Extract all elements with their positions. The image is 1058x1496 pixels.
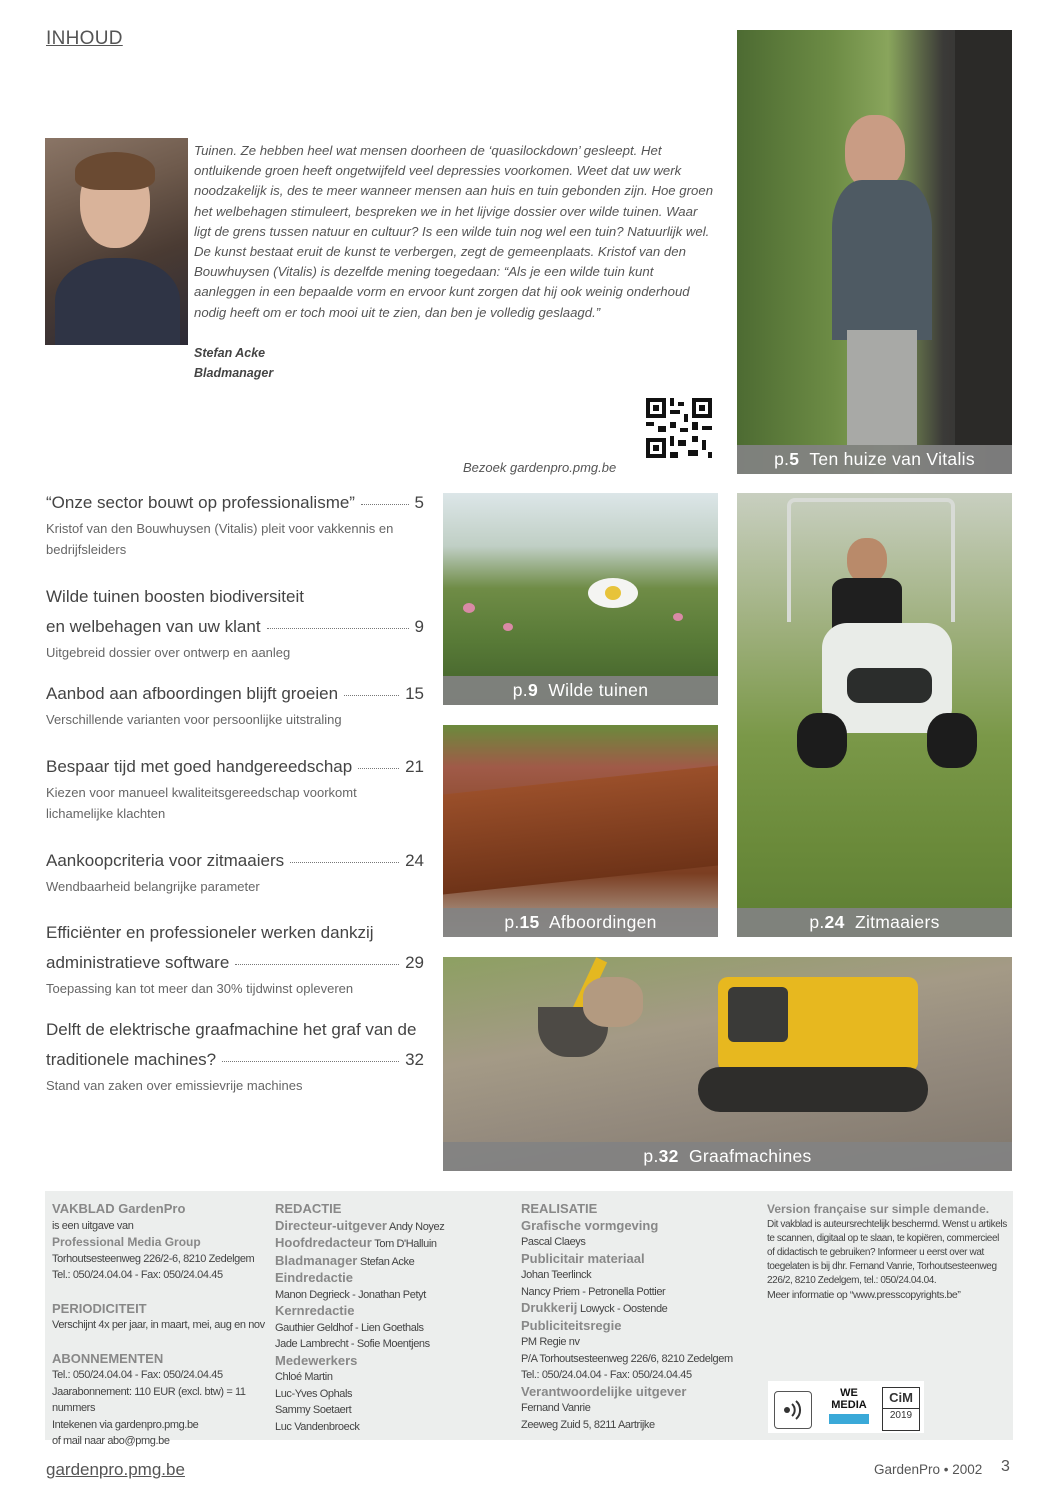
feature-caption: p.32 Graafmachines (443, 1142, 1012, 1171)
toc-subtitle: Kristof van den Bouwhuysen (Vitalis) pleit voor vakkennis en bedrijfsleiders (46, 521, 394, 557)
author-name: Stefan Acke (194, 346, 266, 360)
toc-subtitle: Kiezen voor manueel kwaliteitsgereedschap voorkomt lichamelijke klachten (46, 785, 357, 821)
feature-zitmaaiers[interactable] (737, 493, 1012, 937)
colophon-copyright: Version française sur simple demande. Dit vakblad is auteursrechtelijk beschermd. Wenst u artikels te scannen, digitaal op te slaan, te kopiëren, commercieel of didactisch te gebruiken? Informeer u eerst over wat toegelaten is bij dhr. Fernand Vanrie, Torhoutsesteenweg 226/2, 8210 Zedelgem, tel.: 050/24.04.04. Meer informatie op “www.presscopyrights.be” (767, 1202, 1007, 1301)
toc-subtitle: Stand van zaken over emissievrije machines (46, 1078, 303, 1093)
toc-entry[interactable]: Aanbod aan afboordingen blijft groeien 15 Verschillende varianten voor persoonlijke uitstraling (46, 679, 424, 730)
toc-subtitle: Toepassing kan tot meer dan 30% tijdwinst opleveren (46, 981, 354, 996)
author-portrait (45, 138, 188, 345)
toc-entry[interactable]: Efficiënter en professioneler werken dankzij administratieve software 29 Toepassing kan tot meer dan 30% tijdwinst opleveren (46, 918, 424, 999)
qr-code[interactable] (640, 392, 720, 464)
website-link[interactable]: gardenpro.pmg.be (46, 1460, 185, 1479)
editorial-signature (194, 343, 273, 383)
toc-page: 32 (405, 1050, 424, 1069)
sound-icon (775, 1392, 811, 1428)
logo-strip (768, 1381, 924, 1433)
feature-caption: p.15 Afboordingen (443, 908, 718, 937)
toc-page: 21 (405, 757, 424, 776)
editorial-text: Tuinen. Ze hebben heel wat mensen doorheen de ‘quasilockdown’ gesleept. Het ontluikende groen heeft ongetwijfeld veel depressies voorkomen. Weet dat uw werk noodzakelijk is, des te meer wanneer mensen aan huis en tuin gebonden zijn. Hoe groen het welbehagen stimuleert, bespreken we in het lijvige dossier over wilde tuinen. Waar ligt de grens tussen natuur en cultuur? Is een wilde tuin nog wel een tuin? Natuurlijk wel. De kunst bestaat eruit de kunst te verbergen, zegt de gemeenplaats. Kristof van den Bouwhuysen (Vitalis) is dezelfde mening toegedaan: “Als je een wilde tuin kunt aanleggen in een bepaalde vorm en ervoor kunt zorgen dat hij ook weinig onderhoud nodig heeft om er toch mooi uit te zien, dan ben je volledig geslaagd.” (194, 143, 714, 320)
page-number: 3 (1001, 1458, 1010, 1475)
colophon-redactie: REDACTIE Directeur-uitgever Andy Noyez Hoofdredacteur Tom D'Halluin Bladmanager Stefan Acke Eindredactie Manon Degrieck - Jonathan Petyt Kernredactie Gauthier Geldhof - Lien Goethals Jade Lambrecht - Sofie Moentjens Medewerkers Chloé Martin Luc-Yves Ophals Sammy Soetaert Luc Vandenbroeck (275, 1201, 445, 1433)
colophon-publisher: VAKBLAD GardenPro is een uitgave van Professional Media Group Torhoutsesteenweg 226/2-6, 8210 Zedelgem Tel.: 050/24.04.04 - Fax: 050/24.04.45 PERIODICITEIT Verschijnt 4x per jaar, in maart, mei, aug en nov ABONNEMENTEN Tel.: 050/24.04.04 - Fax: 050/24.04.45 Jaarabonnement: 110 EUR (excl. btw) = 11 nummers Intekenen via gardenpro.pmg.be of mail naar abo@pmg.be (52, 1201, 265, 1447)
wemedia-logo: WE MEDIA (824, 1387, 874, 1431)
feature-afboordingen[interactable] (443, 725, 718, 937)
feature-graafmachines[interactable] (443, 957, 1012, 1171)
feature-vitalis[interactable] (737, 30, 1012, 474)
qr-caption: Bezoek gardenpro.pmg.be (463, 460, 617, 475)
author-role: Bladmanager (194, 366, 274, 380)
feature-wilde-tuinen[interactable] (443, 493, 718, 705)
feature-caption: p.24 Zitmaaiers (737, 908, 1012, 937)
feature-caption: p.9 Wilde tuinen (443, 676, 718, 705)
toc-entry[interactable]: “Onze sector bouwt op professionalisme” 5 Kristof van den Bouwhuysen (Vitalis) pleit voor vakkennis en bedrijfsleiders (46, 488, 424, 560)
toc-subtitle: Verschillende varianten voor persoonlijke uitstraling (46, 712, 342, 727)
feature-caption: p.5 Ten huize van Vitalis (737, 445, 1012, 474)
toc-page: 9 (414, 617, 424, 636)
magazine-issue: GardenPro • 2002 (874, 1462, 983, 1477)
toc-entry[interactable]: Wilde tuinen boosten biodiversiteit en welbehagen van uw klant 9 Uitgebreid dossier over ontwerp en aanleg (46, 582, 424, 663)
colophon-realisatie: REALISATIE Grafische vormgeving Pascal Claeys Publicitair materiaal Johan Teerlinck Nancy Priem - Petronella Pottier Drukkerij Lowyck - Oostende Publiciteitsregie PM Regie nv P/A Torhoutsesteenweg 226/6, 8210 Zedelgem Tel.: 050/24.04.04 - Fax: 050/24.04.45 Verantwoordelijke uitgever Fernand Vanrie Zeeweg Zuid 5, 8211 Aartrijke (521, 1201, 733, 1431)
toc-subtitle: Uitgebreid dossier over ontwerp en aanleg (46, 645, 291, 660)
toc-page: 29 (405, 953, 424, 972)
toc-entry[interactable]: Bespaar tijd met goed handgereedschap 21 Kiezen voor manueel kwaliteitsgereedschap voorkomt lichamelijke klachten (46, 752, 424, 824)
toc-page: 15 (405, 684, 424, 703)
toc-entry[interactable]: Aankoopcriteria voor zitmaaiers 24 Wendbaarheid belangrijke parameter (46, 846, 424, 897)
toc-subtitle: Wendbaarheid belangrijke parameter (46, 879, 260, 894)
toc-page: 5 (414, 493, 424, 512)
cim-logo: CiM 2019 (882, 1387, 920, 1431)
page-title: INHOUD (46, 28, 123, 49)
toc-entry[interactable]: Delft de elektrische graafmachine het graf van de traditionele machines? 32 Stand van zaken over emissievrije machines (46, 1015, 424, 1096)
toc-page: 24 (405, 851, 424, 870)
presscopyrights-logo (774, 1391, 812, 1429)
